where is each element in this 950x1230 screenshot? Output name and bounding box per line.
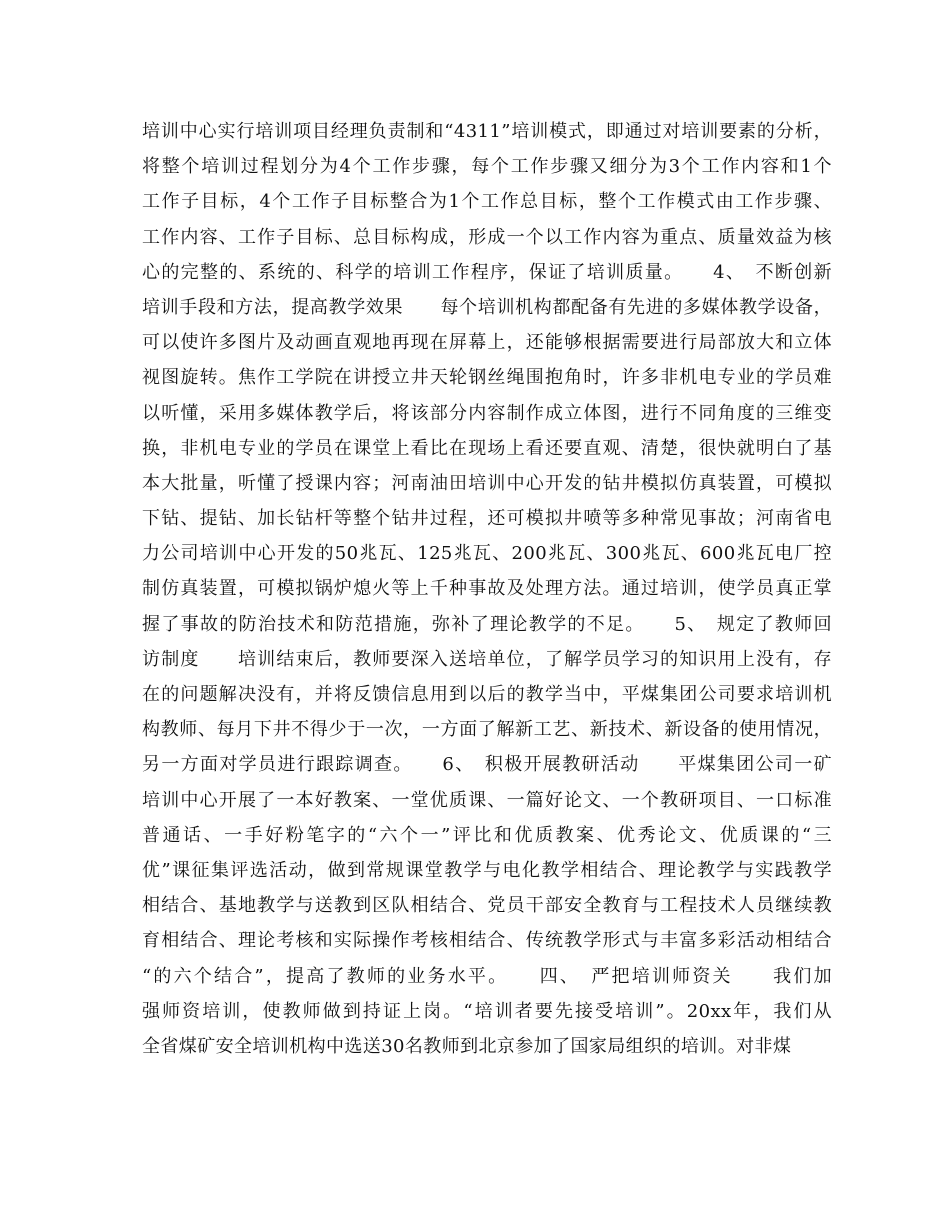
text-line: 工作子目标，4个工作子目标整合为1个工作总目标，整个工作模式由工作步骤、 [142, 191, 832, 213]
text-line: 换，非机电专业的学员在课堂上看比在现场上看还要直观、清楚，很快就明白了基 [142, 437, 832, 459]
text-line: 强师资培训，使教师做到持证上岗。“培训者要先接受培训”。20xx年，我们从 [142, 1000, 832, 1022]
text-line: 普通话、一手好粉笔字的“六个一”评比和优质教案、优秀论文、优质课的“三 [142, 824, 832, 846]
text-line: 在的问题解决没有，并将反馈信息用到以后的教学当中，平煤集团公司要求培训机 [142, 684, 832, 705]
text-line: 以听懂，采用多媒体教学后，将该部分内容制作成立体图，进行不同角度的三维变 [142, 402, 832, 424]
text-line: 力公司培训中心开发的50兆瓦、125兆瓦、200兆瓦、300兆瓦、600兆瓦电厂控 [142, 543, 832, 565]
text-line: 心的完整的、系统的、科学的培训工作程序，保证了培训质量。 4、 不断创新 [142, 261, 832, 283]
text-line: 育相结合、理论考核和实际操作考核相结合、传统教学形式与丰富多彩活动相结合 [142, 930, 832, 952]
text-line: 下钻、提钻、加长钻杆等整个钻井过程，还可模拟井喷等多种常见事故；河南省电 [142, 508, 832, 530]
text-line: 培训中心实行培训项目经理负责制和“4311”培训模式，即通过对培训要素的分析， [142, 121, 832, 142]
text-line: 访制度 培训结束后，教师要深入送培单位，了解学员学习的知识用上没有，存 [142, 648, 832, 670]
text-line: 培训中心开展了一本好教案、一堂优质课、一篇好论文、一个教研项目、一口标准 [142, 789, 832, 811]
text-line: 培训手段和方法，提高教学效果 每个培训机构都配备有先进的多媒体教学设备， [142, 296, 832, 318]
text-line: 将整个培训过程划分为4个工作步骤，每个工作步骤又细分为3个工作内容和1个 [142, 156, 832, 178]
text-line: 全省煤矿安全培训机构中选送30名教师到北京参加了国家局组织的培训。对非煤 [142, 1035, 792, 1057]
text-line: 制仿真装置，可模拟锅炉熄火等上千种事故及处理方法。通过培训，使学员真正掌 [142, 578, 832, 600]
text-line: “的六个结合”，提高了教师的业务水平。 四、 严把培训师资关 我们加 [142, 965, 832, 987]
text-line: 优”课征集评选活动，做到常规课堂教学与电化教学相结合、理论教学与实践教学 [142, 859, 832, 881]
text-line: 本大批量，听懂了授课内容；河南油田培训中心开发的钻井模拟仿真装置，可模拟 [142, 472, 832, 494]
text-line: 构教师、每月下井不得少于一次，一方面了解新工艺、新技术、新设备的使用情况， [142, 719, 832, 741]
text-line: 工作内容、工作子目标、总目标构成，形成一个以工作内容为重点、质量效益为核 [142, 226, 832, 248]
text-line: 相结合、基地教学与送教到区队相结合、党员干部安全教育与工程技术人员继续教 [142, 895, 832, 917]
text-line: 可以使许多图片及动画直观地再现在屏幕上，还能够根据需要进行局部放大和立体 [142, 332, 832, 354]
text-line: 视图旋转。焦作工学院在讲授立井天轮钢丝绳围抱角时，许多非机电专业的学员难 [142, 367, 832, 389]
text-line: 握了事故的防治技术和防范措施，弥补了理论教学的不足。 5、 规定了教师回 [142, 613, 832, 635]
body-text [142, 114, 832, 1064]
text-line: 另一方面对学员进行跟踪调查。 6、 积极开展教研活动 平煤集团公司一矿 [142, 754, 832, 776]
